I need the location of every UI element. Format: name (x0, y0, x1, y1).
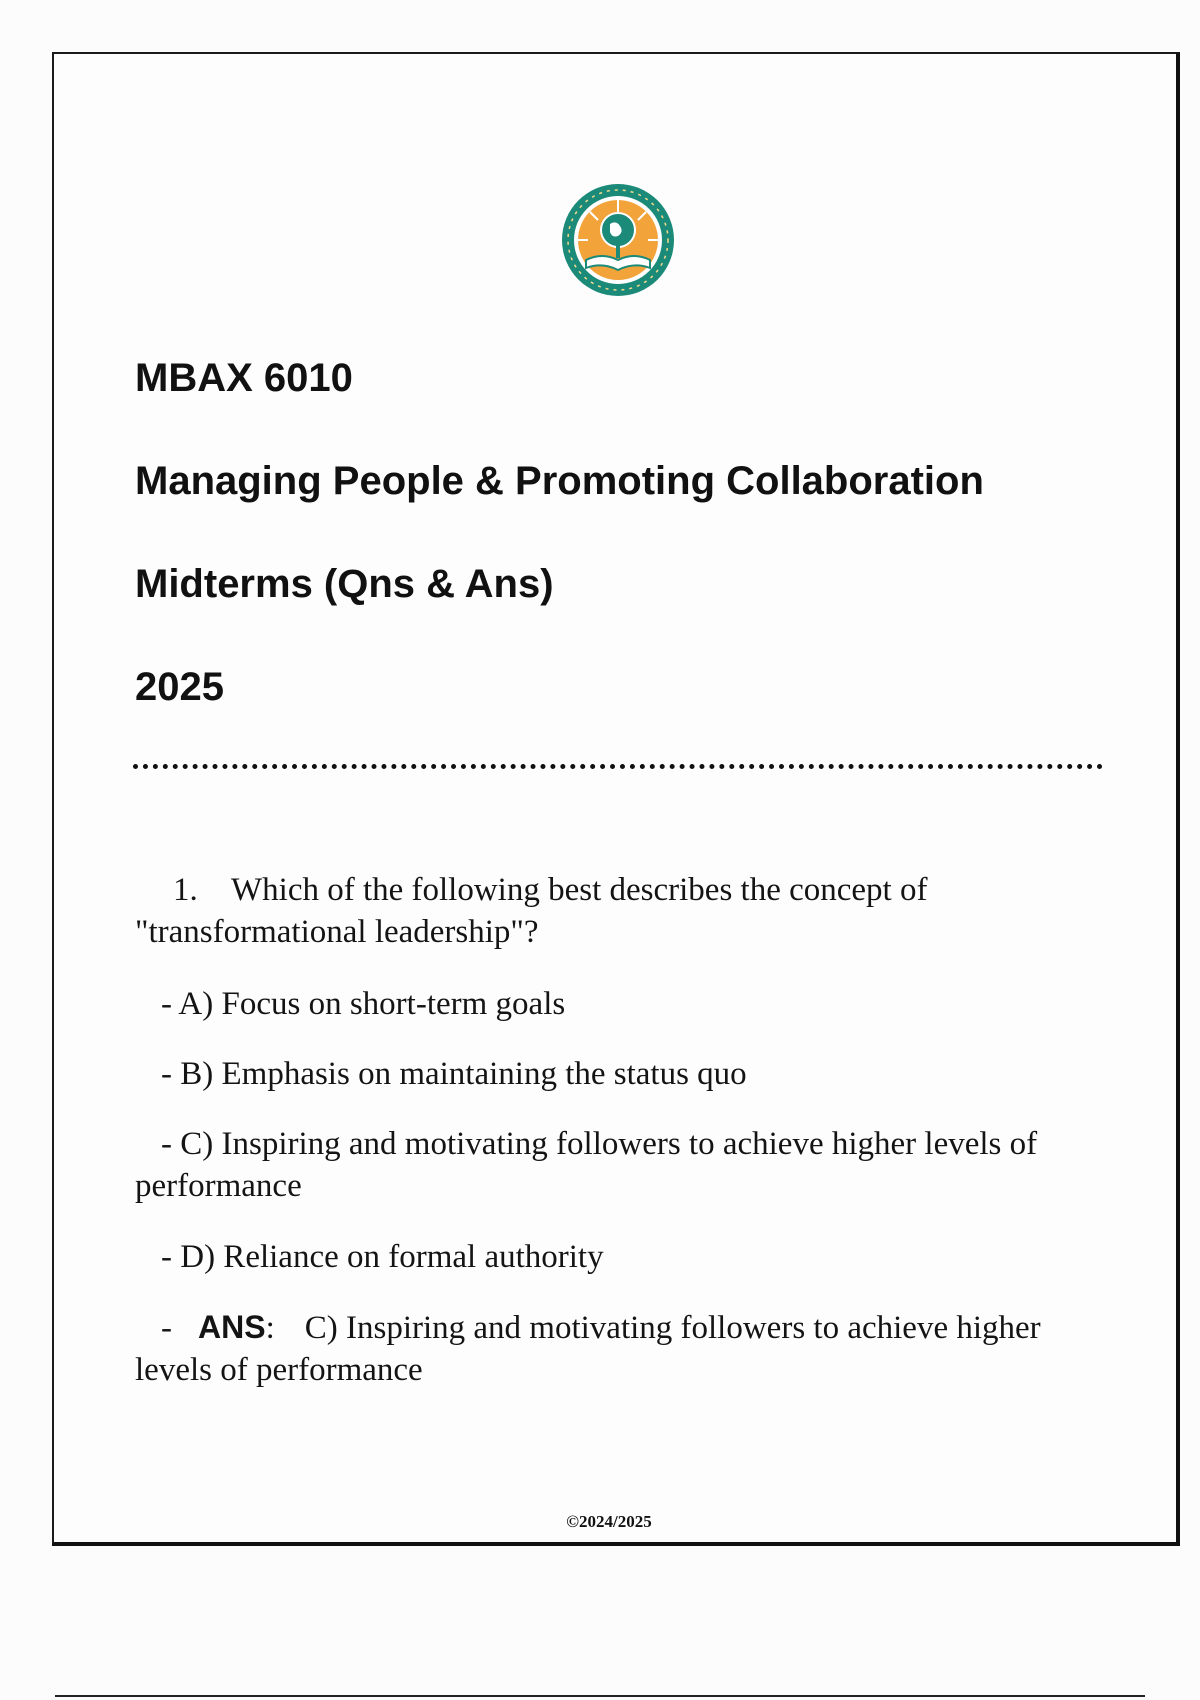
dotted-divider (133, 764, 1103, 769)
course-title: Managing People & Promoting Collaboration (135, 459, 984, 503)
copyright-footer: ©2024/2025 (566, 1512, 652, 1531)
bottom-rule (55, 1695, 1145, 1697)
answer-prefix: - (161, 1310, 172, 1346)
exam-title: Midterms (Qns & Ans) (135, 562, 554, 606)
question-text: Which of the following best describes the concept of "transformational leadership"? (135, 872, 928, 950)
option-d: - D) Reliance on formal authority (161, 1239, 604, 1275)
question-number: 1. (173, 872, 198, 908)
course-code: MBAX 6010 (135, 356, 353, 400)
answer-line (135, 1306, 1095, 1391)
university-seal-icon (560, 182, 676, 298)
option-c-text: - C) Inspiring and motivating followers to achieve higher levels of performance (135, 1126, 1038, 1204)
answer-colon: : (265, 1310, 275, 1346)
option-a: - A) Focus on short-term goals (161, 986, 566, 1022)
answer-text: C) Inspiring and motivating followers to achieve higher levels of performance (135, 1310, 1041, 1388)
option-b: - B) Emphasis on maintaining the status quo (161, 1056, 747, 1092)
question-stem (135, 869, 1095, 953)
exam-year: 2025 (135, 665, 224, 709)
option-c (135, 1123, 1095, 1207)
answer-label: ANS (198, 1309, 266, 1345)
